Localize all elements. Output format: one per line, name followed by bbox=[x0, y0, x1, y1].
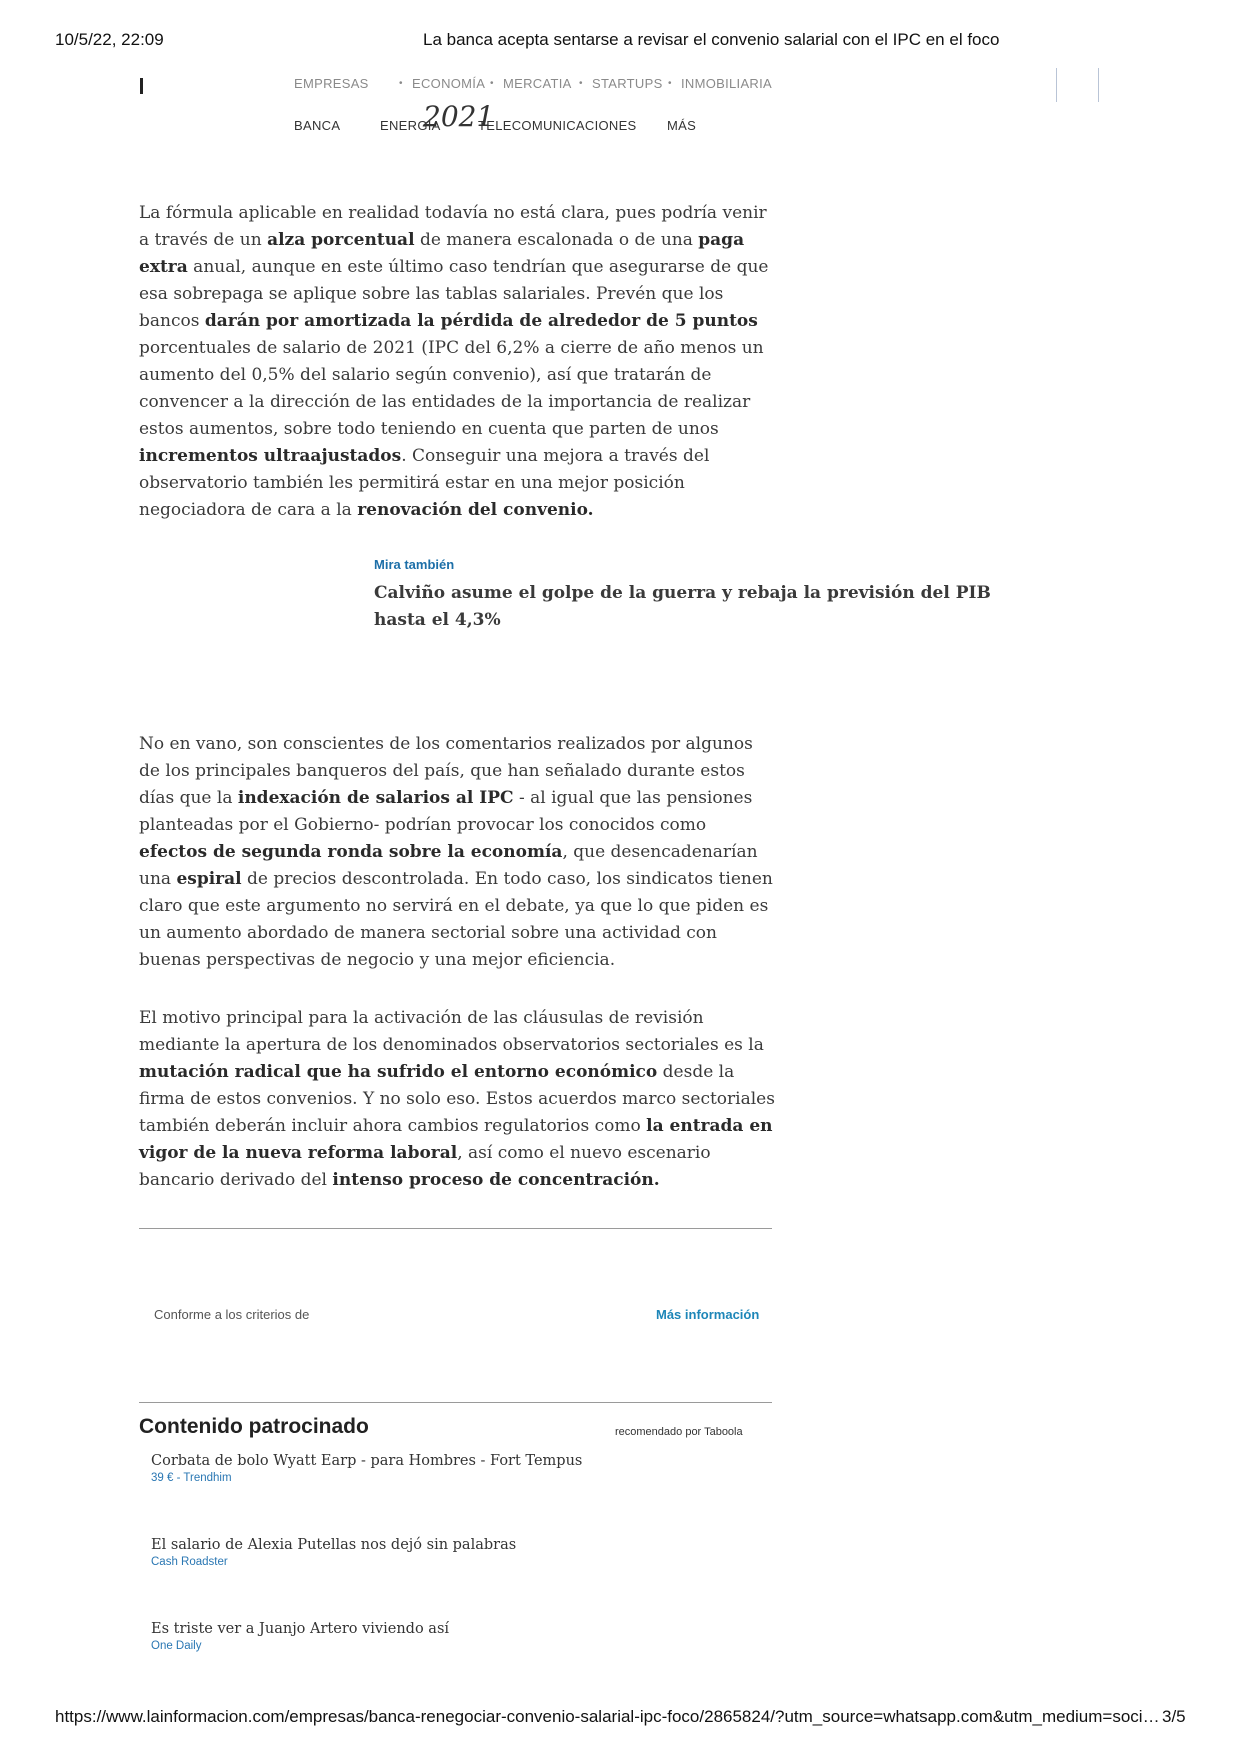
print-title: La banca acepta sentarse a revisar el convenio salarial con el IPC en el foco bbox=[423, 30, 1000, 49]
nav-separator: • bbox=[579, 78, 583, 89]
nav-item-mas[interactable]: MÁS bbox=[667, 118, 697, 133]
nav-item-mercatia[interactable]: MERCATIA bbox=[503, 76, 572, 91]
consent-text: Conforme a los criterios de bbox=[154, 1307, 310, 1322]
header-divider bbox=[1098, 68, 1099, 102]
sponsored-heading: Contenido patrocinado bbox=[139, 1415, 369, 1438]
print-datetime: 10/5/22, 22:09 bbox=[55, 30, 164, 49]
more-info-link[interactable]: Más información bbox=[656, 1307, 760, 1322]
sponsored-item[interactable] bbox=[151, 1537, 516, 1568]
bold-text: mutación radical que ha sufrido el entorno económico bbox=[139, 1062, 658, 1082]
nav-item-inmobiliaria[interactable]: INMOBILIARIA bbox=[681, 76, 773, 91]
bold-text: la entrada en vigor de la nueva reforma laboral bbox=[139, 1116, 773, 1163]
article-paragraph-2: No en vano, son conscientes de los comentarios realizados por algunos de los principales banqueros del país, que han señalado durante estos días que la indexación de salarios al IPC - al igual que las pensiones planteadas por el Gobierno- podrían provocar los conocidos como efectos de segunda ronda sobre la economía, que desencadenarían una espiral de precios descontrolada. En todo caso, los sindicatos tienen claro que este argumento no servirá en el debate, ya que lo que piden es un aumento abordado de manera sectorial sobre una actividad con buenas perspectivas de negocio y una mejor eficiencia. bbox=[139, 734, 773, 970]
nav-separator: • bbox=[490, 78, 494, 89]
nav-separator: • bbox=[399, 78, 403, 89]
sponsored-item[interactable] bbox=[151, 1621, 449, 1652]
bold-text: renovación del convenio. bbox=[357, 500, 594, 520]
taboola-credit[interactable]: recomendado por Taboola bbox=[615, 1426, 743, 1438]
print-page-number: 3/5 bbox=[1162, 1707, 1186, 1726]
nav-item-economia[interactable]: ECONOMÍA bbox=[412, 76, 486, 91]
related-label: Mira también bbox=[374, 557, 455, 572]
bold-text: efectos de segunda ronda sobre la economía bbox=[139, 842, 563, 862]
nav-separator: • bbox=[668, 78, 672, 89]
nav-item-energia[interactable]: ENERGÍA bbox=[380, 118, 441, 133]
article-paragraph-1: La fórmula aplicable en realidad todavía no está clara, pues podría venir a través de un alza porcentual de manera escalonada o de una paga extra anual, aunque en este último caso tendrían que asegurarse de que esa sobrepaga se aplique sobre las tablas salariales. Prevén que los bancos darán por amortizada la pérdida de alrededor de 5 puntos porcentuales de salario de 2021 (IPC del 6,2% a cierre de año menos un aumento del 0,5% del salario según convenio), así que tratarán de convencer a la dirección de las entidades de la importancia de realizar estos aumentos, sobre todo teniendo en cuenta que parten de unos incrementos ultraajustados. Conseguir una mejora a través del observatorio también les permitirá estar en una mejor posición negociadora de cara a la renovación del convenio. bbox=[139, 203, 769, 520]
nav-item-startups[interactable]: STARTUPS bbox=[592, 76, 663, 91]
print-url: https://www.lainformacion.com/empresas/banca-renegociar-convenio-salarial-ipc-foco/2865824/?utm_source=whatsapp.com&utm_medium=soci… bbox=[55, 1707, 1160, 1726]
sponsored-item-source[interactable]: Cash Roadster bbox=[151, 1556, 228, 1568]
nav-item-empresas[interactable]: EMPRESAS bbox=[294, 76, 369, 91]
nav-item-banca[interactable]: BANCA bbox=[294, 118, 341, 133]
divider bbox=[139, 1228, 772, 1229]
divider bbox=[139, 1402, 772, 1403]
sponsored-item-source[interactable]: 39 € - Trendhim bbox=[151, 1472, 232, 1484]
bold-text: espiral bbox=[176, 869, 242, 889]
sponsored-item[interactable] bbox=[151, 1453, 582, 1484]
bold-text: darán por amortizada la pérdida de alrededor de 5 puntos bbox=[204, 311, 758, 331]
sponsored-item-title[interactable]: Corbata de bolo Wyatt Earp - para Hombres - Fort Tempus bbox=[151, 1453, 583, 1469]
site-logo[interactable] bbox=[140, 78, 143, 94]
sponsored-item-source[interactable]: One Daily bbox=[151, 1640, 202, 1652]
bold-text: alza porcentual bbox=[267, 230, 415, 250]
bold-text: indexación de salarios al IPC bbox=[237, 788, 514, 808]
bold-text: incrementos ultraajustados bbox=[139, 446, 402, 466]
bold-text: intenso proceso de concentración. bbox=[332, 1170, 660, 1190]
header-divider bbox=[1056, 68, 1057, 102]
article-paragraph-3: El motivo principal para la activación de las cláusulas de revisión mediante la apertura de los denominados observatorios sectoriales es la mutación radical que ha sufrido el entorno económico desde la firma de estos convenios. Y no solo eso. Estos acuerdos marco sectoriales también deberán incluir ahora cambios regulatorios como la entrada en vigor de la nueva reforma laboral, así como el nuevo escenario bancario derivado del intenso proceso de concentración. bbox=[139, 1008, 775, 1190]
nav-item-telecomunicaciones[interactable]: TELECOMUNICACIONES bbox=[478, 118, 637, 133]
related-article-link[interactable]: Calviño asume el golpe de la guerra y rebaja la previsión del PIB hasta el 4,3% bbox=[374, 583, 991, 630]
bold-text: paga extra bbox=[139, 230, 745, 277]
overlay-year: 2021 bbox=[423, 100, 495, 133]
sponsored-item-title[interactable]: El salario de Alexia Putellas nos dejó sin palabras bbox=[151, 1537, 517, 1553]
sponsored-item-title[interactable]: Es triste ver a Juanjo Artero viviendo así bbox=[151, 1621, 450, 1637]
